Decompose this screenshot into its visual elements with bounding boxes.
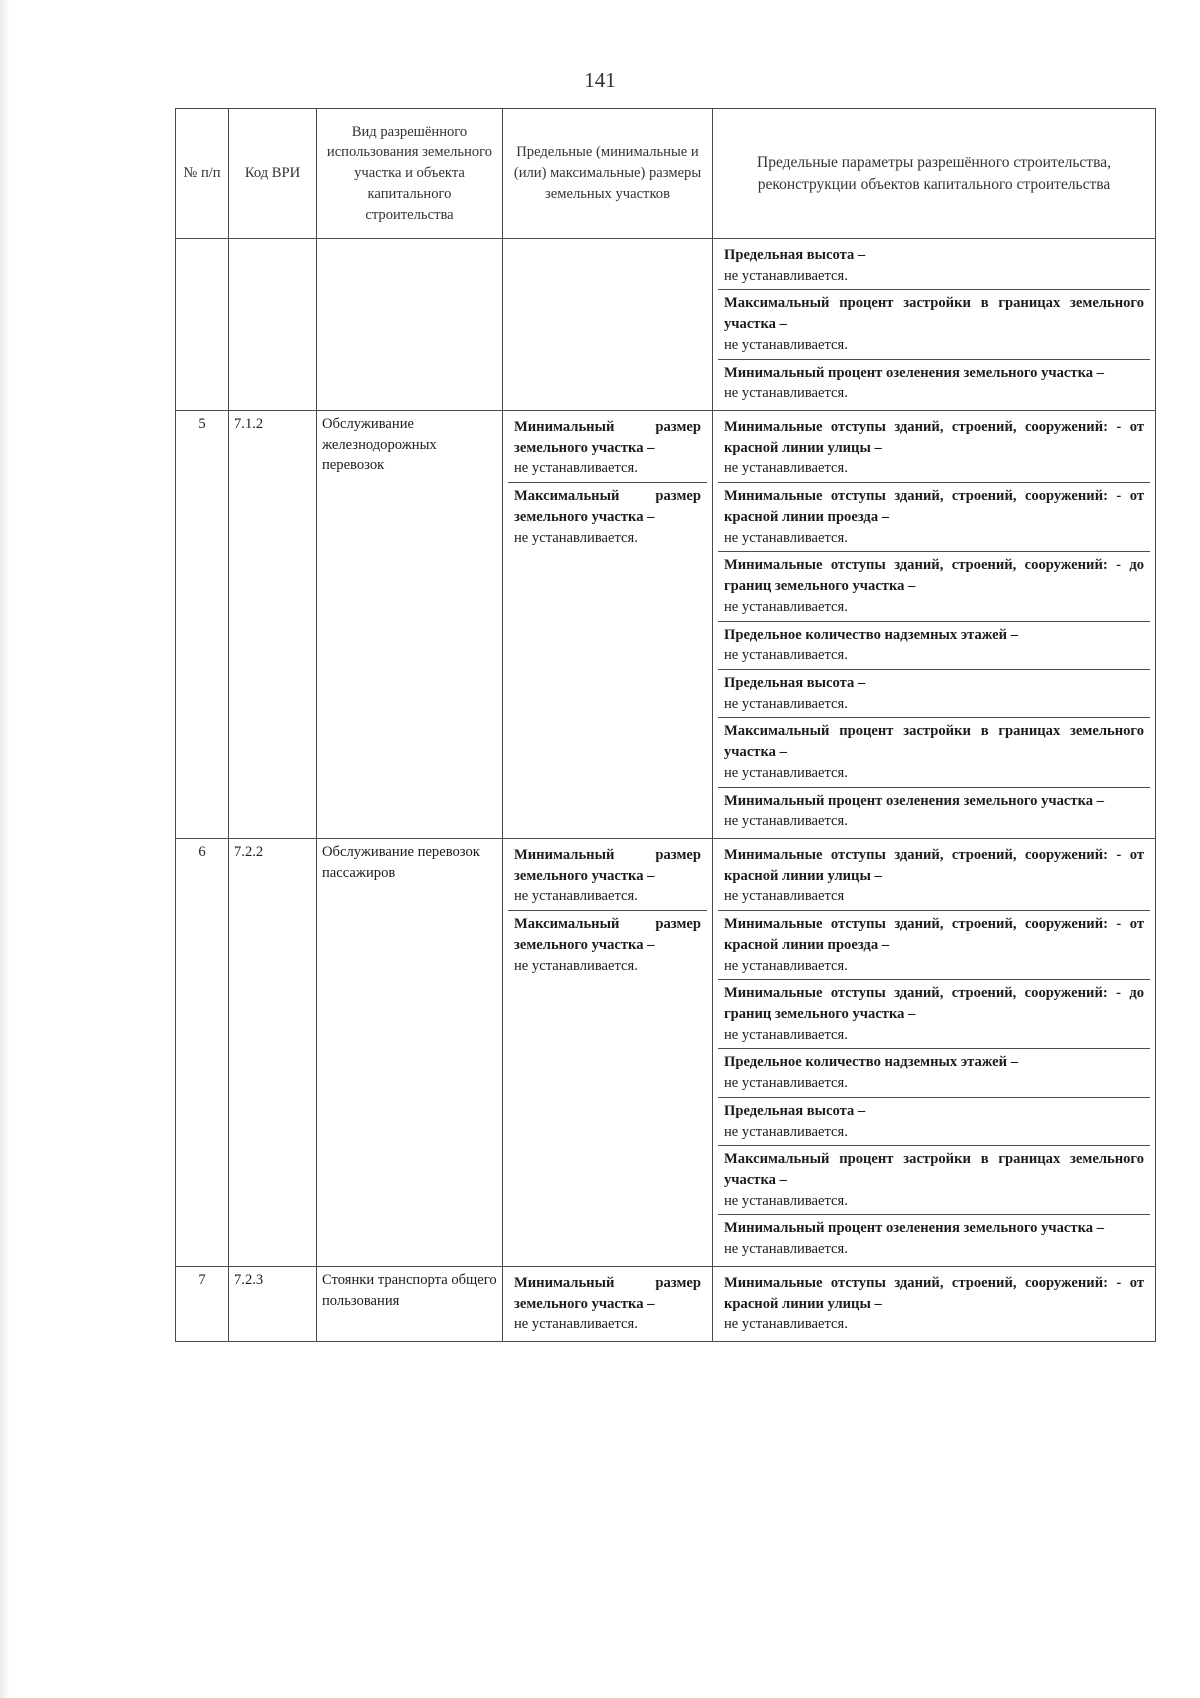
size-block <box>508 483 707 551</box>
param-value: не устанавливается <box>724 888 845 905</box>
cell-params <box>713 838 1156 1266</box>
cell-num: 6 <box>176 838 229 1266</box>
header-params: Предельные параметры разрешённого строительства, реконструкции объектов капитального строительства <box>713 109 1156 239</box>
param-bold: Минимальные отступы зданий, строений, сооружений: - до границ земельного участка – <box>724 557 1144 595</box>
param-value: не устанавливается. <box>724 529 848 546</box>
size-value: не устанавливается. <box>514 529 638 546</box>
cell-sizes <box>503 1266 713 1341</box>
size-block <box>508 842 707 911</box>
cell-code: 7.2.2 <box>229 838 317 1266</box>
cell-code <box>229 239 317 411</box>
table-row <box>176 411 1156 839</box>
size-bold: Минимальный размер земельного участка – <box>514 419 701 456</box>
zoning-table <box>175 108 1156 1342</box>
param-value: не устанавливается. <box>724 1192 848 1209</box>
param-bold: Минимальные отступы зданий, строений, сооружений: - от красной линии проезда – <box>724 916 1144 953</box>
header-row <box>176 109 1156 239</box>
param-block <box>718 1215 1150 1262</box>
param-value: не устанавливается. <box>724 695 848 712</box>
param-bold: Предельное количество надземных этажей – <box>724 1054 1018 1071</box>
param-value: не устанавливается. <box>724 957 848 974</box>
param-bold: Максимальный процент застройки в границах земельного участка – <box>724 1151 1144 1189</box>
cell-kind <box>317 239 503 411</box>
scan-edge <box>0 0 10 1698</box>
param-bold: Предельное количество надземных этажей – <box>724 626 1018 643</box>
param-value: не устанавливается. <box>724 764 848 781</box>
param-block <box>718 788 1150 835</box>
param-value: не устанавливается. <box>724 1026 848 1043</box>
param-bold: Минимальные отступы зданий, строений, сооружений: - от красной линии улицы – <box>724 846 1144 884</box>
param-block <box>718 718 1150 787</box>
param-bold: Минимальный процент озеленения земельного участка – <box>724 1220 1104 1237</box>
header-sizes: Предельные (минимальные и (или) максимальные) размеры земельных участков <box>503 109 713 239</box>
param-block <box>718 242 1150 290</box>
param-bold: Предельная высота – <box>724 1102 866 1119</box>
cell-num <box>176 239 229 411</box>
size-bold: Максимальный размер земельного участка – <box>514 488 701 525</box>
param-bold: Предельная высота – <box>724 674 866 691</box>
cell-params <box>713 411 1156 839</box>
param-block <box>718 1146 1150 1215</box>
cell-params <box>713 1266 1156 1341</box>
param-value: не устанавливается. <box>724 1241 848 1258</box>
param-bold: Минимальные отступы зданий, строений, сооружений: - от красной линии улицы – <box>724 419 1144 456</box>
size-block <box>508 414 707 483</box>
param-value: не устанавливается. <box>724 1123 848 1140</box>
size-bold: Минимальный размер земельного участка – <box>514 1274 701 1312</box>
param-bold: Минимальные отступы зданий, строений, сооружений: - от красной линии проезда – <box>724 488 1144 525</box>
param-block <box>718 911 1150 980</box>
size-bold: Минимальный размер земельного участка – <box>514 846 701 884</box>
param-bold: Максимальный процент застройки в границах земельного участка – <box>724 295 1144 333</box>
cell-code: 7.1.2 <box>229 411 317 839</box>
cell-code: 7.2.3 <box>229 1266 317 1341</box>
cell-num: 7 <box>176 1266 229 1341</box>
cell-sizes <box>503 411 713 839</box>
param-value: не устанавливается. <box>724 813 848 830</box>
param-bold: Минимальный процент озеленения земельного участка – <box>724 364 1104 381</box>
table-body <box>176 239 1156 1342</box>
header-kind: Вид разрешённого использования земельного участка и объекта капитального строительства <box>317 109 503 239</box>
param-value: не устанавливается. <box>724 460 848 477</box>
param-block <box>718 670 1150 718</box>
param-value: не устанавливается. <box>724 647 848 664</box>
size-bold: Максимальный размер земельного участка – <box>514 916 701 953</box>
param-block <box>718 483 1150 552</box>
size-block <box>508 911 707 979</box>
cell-kind: Обслуживание перевозок пассажиров <box>317 838 503 1266</box>
cell-params <box>713 239 1156 411</box>
size-value: не устанавливается. <box>514 957 638 974</box>
param-block <box>718 980 1150 1049</box>
table-row <box>176 1266 1156 1341</box>
param-block <box>718 1270 1150 1338</box>
size-value: не устанавливается. <box>514 1316 638 1333</box>
param-value: не устанавливается. <box>724 385 848 402</box>
page-number: 141 <box>584 68 616 92</box>
param-block <box>718 842 1150 911</box>
header-num: № п/п <box>176 109 229 239</box>
param-block <box>718 360 1150 407</box>
param-block <box>718 1049 1150 1097</box>
size-block <box>508 1270 707 1338</box>
param-value: не устанавливается. <box>724 336 848 353</box>
param-bold: Минимальный процент озеленения земельного участка – <box>724 792 1104 809</box>
param-block <box>718 1098 1150 1146</box>
cell-sizes <box>503 239 713 411</box>
param-bold: Максимальный процент застройки в границах земельного участка – <box>724 723 1144 761</box>
continuation-row <box>176 239 1156 411</box>
param-value: не устанавливается. <box>724 1075 848 1092</box>
param-bold: Минимальные отступы зданий, строений, сооружений: - от красной линии улицы – <box>724 1274 1144 1312</box>
param-value: не устанавливается. <box>724 267 848 284</box>
param-block <box>718 414 1150 483</box>
param-block <box>718 552 1150 621</box>
param-block <box>718 622 1150 670</box>
param-bold: Предельная высота – <box>724 247 866 263</box>
cell-sizes <box>503 838 713 1266</box>
size-value: не устанавливается. <box>514 888 638 905</box>
param-value: не устанавливается. <box>724 598 848 615</box>
cell-num: 5 <box>176 411 229 839</box>
param-value: не устанавливается. <box>724 1316 848 1333</box>
cell-kind: Обслуживание железнодорожных перевозок <box>317 411 503 839</box>
size-value: не устанавливается. <box>514 460 638 477</box>
param-block <box>718 290 1150 359</box>
cell-kind: Стоянки транспорта общего пользования <box>317 1266 503 1341</box>
param-bold: Минимальные отступы зданий, строений, сооружений: - до границ земельного участка – <box>724 985 1144 1022</box>
table-row <box>176 838 1156 1266</box>
header-code: Код ВРИ <box>229 109 317 239</box>
